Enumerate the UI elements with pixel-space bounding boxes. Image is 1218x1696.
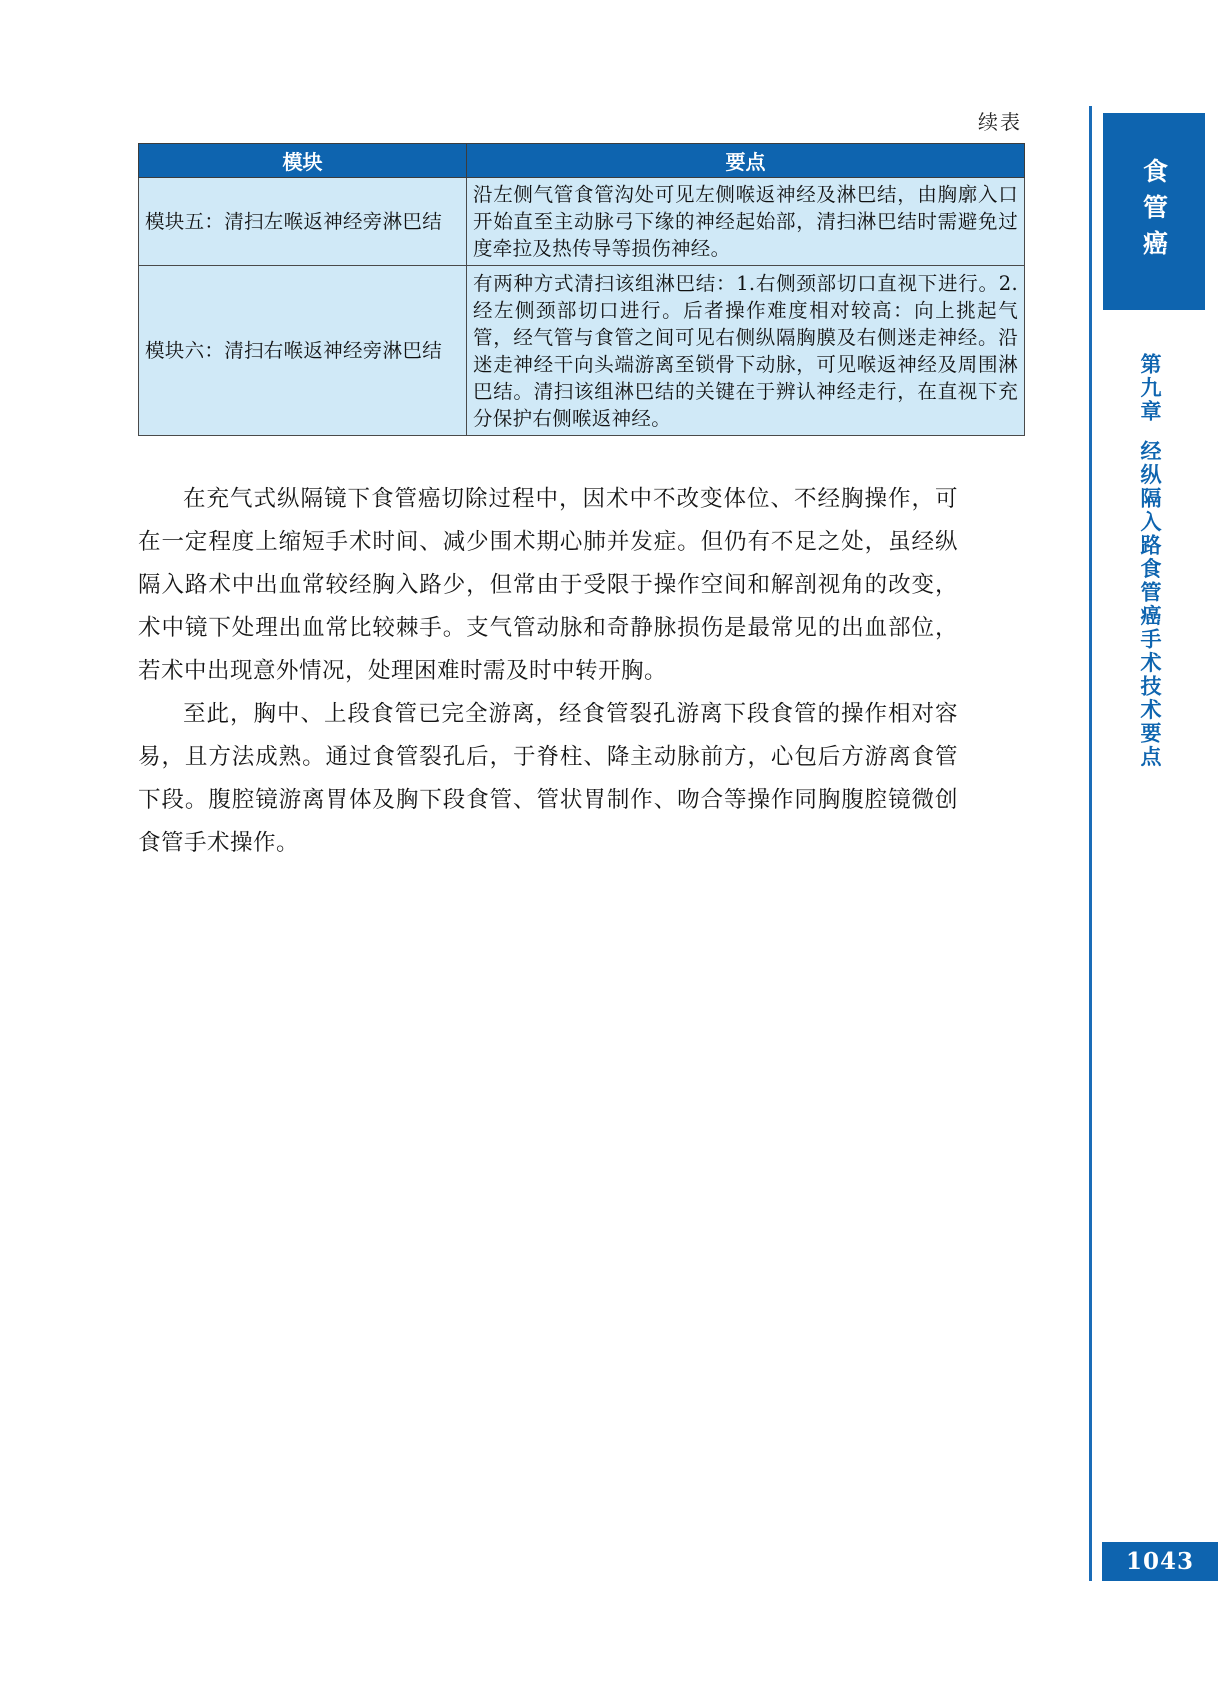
table-header-row: [139, 144, 1025, 178]
module-five-points-cell: 沿左侧气管食管沟处可见左侧喉返神经及淋巴结，由胸廓入口开始直至主动脉弓下缘的神经起始部，清扫淋巴结时需避免过度牵拉及热传导等损伤神经。: [467, 178, 1025, 266]
module-five-cell: 模块五：清扫左喉返神经旁淋巴结: [139, 178, 467, 266]
page-number-badge: [1102, 1542, 1218, 1581]
table-header-module: 模块: [139, 144, 467, 178]
continued-table-label: 续表: [978, 110, 1022, 134]
section-tab: [1103, 113, 1205, 310]
table-header-points: 要点: [467, 144, 1025, 178]
chapter-title: 经纵隔入路食管癌手术技术要点: [1138, 439, 1163, 769]
table-row: [139, 178, 1025, 266]
table-row: [139, 266, 1025, 436]
sidebar-divider-line: [1089, 106, 1092, 1581]
module-six-points-cell: 有两种方式清扫该组淋巴结：1.右侧颈部切口直视下进行。2.经左侧颈部切口进行。后者操作难度相对较高：向上挑起气管，经气管与食管之间可见右侧纵隔胸膜及右侧迷走神经。沿迷走神经干向头端游离至锁骨下动脉，可见喉返神经及周围淋巴结。清扫该组淋巴结的关键在于辨认神经走行，在直视下充分保护右侧喉返神经。: [467, 266, 1025, 436]
body-text: [138, 478, 958, 865]
chapter-sidebar: [1139, 353, 1161, 1453]
paragraph-lower-esophagus: 至此，胸中、上段食管已完全游离，经食管裂孔游离下段食管的操作相对容易，且方法成熟。通过食管裂孔后，于脊柱、降主动脉前方，心包后方游离食管下段。腹腔镜游离胃体及胸下段食管、管状胃制作、吻合等操作同胸腹腔镜微创食管手术操作。: [138, 701, 958, 856]
section-tab-label: 食管癌: [1139, 157, 1169, 266]
key-points-table: [138, 143, 1025, 436]
chapter-number: 第九章: [1138, 353, 1163, 424]
module-six-cell: 模块六：清扫右喉返神经旁淋巴结: [139, 266, 467, 436]
page-number: 1043: [1125, 1548, 1194, 1575]
paragraph-surgery-limitations: 在充气式纵隔镜下食管癌切除过程中，因术中不改变体位、不经胸操作，可在一定程度上缩短手术时间、减少围术期心肺并发症。但仍有不足之处，虽经纵隔入路术中出血常较经胸入路少，但常由于受限于操作空间和解剖视角的改变，术中镜下处理出血常比较棘手。支气管动脉和奇静脉损伤是最常见的出血部位，若术中出现意外情况，处理困难时需及时中转开胸。: [138, 486, 958, 684]
